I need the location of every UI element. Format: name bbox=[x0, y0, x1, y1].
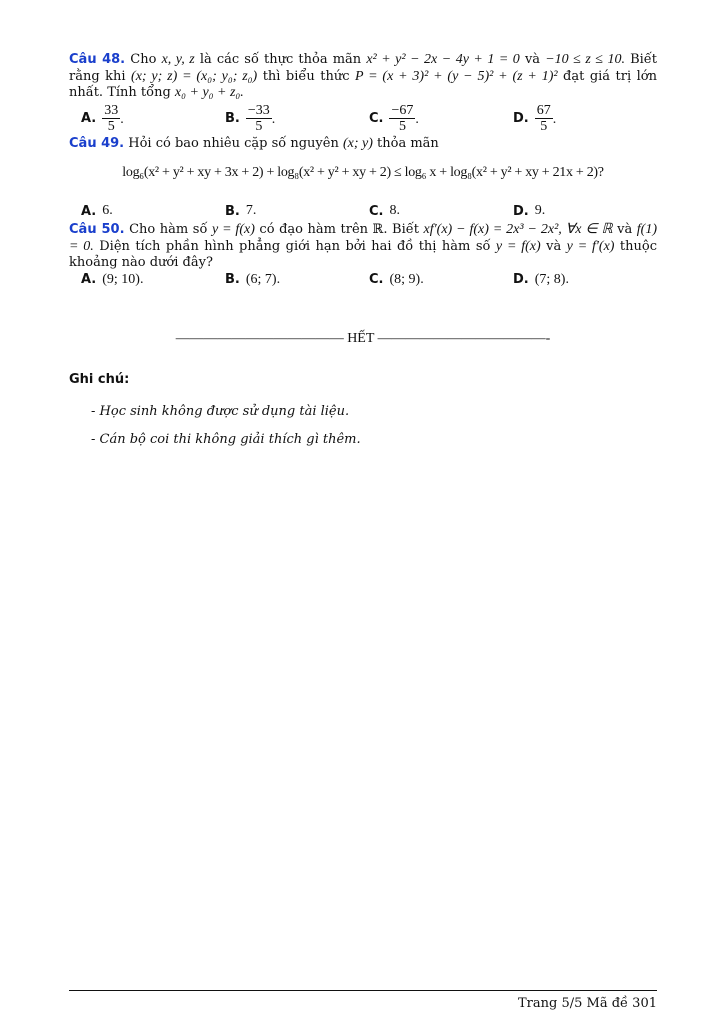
q48-vars: x, y, z bbox=[161, 52, 195, 67]
fraction: $\frac{67}{5}$ bbox=[536, 102, 551, 134]
q50-graph-2: y = f′(x) bbox=[566, 238, 615, 254]
q49-text-2: thỏa mãn bbox=[377, 135, 439, 151]
question-50-number: Câu 50. bbox=[69, 222, 125, 237]
q48-answers bbox=[81, 103, 657, 134]
end-marker: ———————————— HẾT ————————————- bbox=[175, 331, 551, 346]
option-value: (9; 10). bbox=[102, 271, 144, 287]
q50-answers bbox=[81, 272, 657, 288]
q50-option-b[interactable] bbox=[225, 272, 369, 288]
question-48 bbox=[69, 52, 657, 102]
q48-equation: x² + y² − 2x − 4y + 1 = 0 bbox=[366, 52, 520, 67]
option-label: D. bbox=[513, 110, 529, 126]
option-value: (7; 8). bbox=[534, 271, 569, 287]
q48-inequality: −10 ≤ z ≤ 10. bbox=[545, 52, 625, 67]
q50-text-6: thuộc khoảng nào dưới đây? bbox=[69, 238, 657, 270]
option-value: (6; 7). bbox=[245, 271, 281, 287]
option-value: (8; 9). bbox=[389, 271, 424, 287]
q49-option-a[interactable] bbox=[81, 203, 225, 219]
q50-text-4: Diện tích phần hình phẳng giới hạn bởi hai đồ thị hàm số bbox=[99, 238, 491, 254]
option-value: 8. bbox=[389, 203, 400, 218]
q49-option-c[interactable] bbox=[369, 203, 513, 219]
q48-option-c[interactable]: C. $\frac{-67}{5}$ . bbox=[369, 102, 419, 134]
option-label: D. bbox=[513, 272, 529, 287]
fraction: $\frac{-67}{5}$ bbox=[391, 102, 414, 134]
q48-text-3: Biết rằng khi bbox=[69, 52, 658, 84]
option-label: C. bbox=[369, 110, 384, 126]
fraction: $\frac{33}{5}$ bbox=[104, 102, 119, 134]
q49-pair: (x; y) bbox=[342, 135, 373, 151]
q50-text-3: và bbox=[617, 222, 633, 237]
q50-option-c[interactable] bbox=[369, 272, 513, 288]
q50-initial: f(1) = 0. bbox=[69, 222, 657, 254]
question-50 bbox=[69, 222, 657, 272]
q48-text-1: là các số thực thỏa mãn bbox=[199, 52, 362, 67]
q48-intro: Cho bbox=[130, 52, 157, 67]
q50-option-d[interactable] bbox=[513, 272, 657, 288]
q49-option-b[interactable] bbox=[225, 203, 369, 219]
question-48-number: Câu 48. bbox=[69, 52, 126, 67]
exam-page bbox=[69, 52, 658, 447]
question-49-number: Câu 49. bbox=[69, 135, 125, 151]
q48-expression: P = (x + 3)² + (y − 5)² + (z + 1)² bbox=[354, 68, 558, 84]
q50-graph-1: y = f(x) bbox=[495, 238, 541, 254]
q49-text: Hỏi có bao nhiêu cặp số nguyên bbox=[128, 135, 339, 151]
q48-option-b[interactable]: B. $\frac{-33}{5}$ . bbox=[225, 102, 276, 134]
option-label: A. bbox=[81, 203, 97, 219]
q49-option-d[interactable] bbox=[513, 203, 657, 219]
q48-option-d[interactable]: D. $\frac{67}{5}$ . bbox=[513, 102, 557, 134]
note-item: - Học sinh không được sử dụng tài liệu. bbox=[91, 404, 350, 419]
option-label: A. bbox=[81, 110, 97, 126]
q48-text-4: thì biểu thức bbox=[262, 68, 350, 84]
q48-text-5: đạt giá trị lớn nhất. Tính tổng bbox=[69, 68, 657, 100]
q50-condition: xf′(x) − f(x) = 2x³ − 2x², ∀x ∈ ℝ bbox=[423, 222, 613, 237]
q49-formula: log₆(x² + y² + xy + 3x + 2) + log₈(x² + y² + xy + 2) ≤ log₆ x + log₈(x² + y² + xy + 21x + 2)? bbox=[122, 165, 604, 180]
q48-sum: x₀ + y₀ + z₀. bbox=[174, 85, 244, 100]
q50-function: y = f(x) bbox=[211, 222, 255, 237]
fraction: $\frac{-33}{5}$ bbox=[247, 102, 270, 134]
option-label: C. bbox=[369, 203, 384, 219]
q49-answers bbox=[81, 203, 657, 219]
option-label: D. bbox=[513, 203, 529, 219]
option-label: B. bbox=[225, 110, 240, 126]
option-label: C. bbox=[369, 272, 384, 287]
page-footer: Trang 5/5 Mã đề 301 bbox=[518, 996, 657, 1011]
option-value: 6. bbox=[102, 203, 113, 218]
q50-text-1: Cho hàm số bbox=[129, 222, 208, 237]
option-label: A. bbox=[81, 272, 97, 287]
q48-option-a[interactable]: A. $\frac{33}{5}$ . bbox=[81, 102, 124, 134]
option-value: 9. bbox=[534, 203, 546, 218]
option-value: 7. bbox=[245, 203, 257, 218]
option-label: B. bbox=[225, 272, 240, 287]
question-49 bbox=[69, 136, 657, 153]
q48-tuple: (x; y; z) = (x₀; y₀; z₀) bbox=[131, 68, 258, 84]
q48-text-2: và bbox=[524, 52, 541, 67]
note-item: - Cán bộ coi thi không giải thích gì thêm. bbox=[91, 432, 361, 447]
q50-option-a[interactable] bbox=[81, 272, 225, 288]
option-label: B. bbox=[225, 203, 240, 219]
q50-text-2: có đạo hàm trên ℝ. Biết bbox=[259, 222, 419, 237]
footer-divider bbox=[69, 990, 657, 991]
q50-text-5: và bbox=[546, 238, 562, 254]
notes-title: Ghi chú: bbox=[69, 372, 130, 387]
